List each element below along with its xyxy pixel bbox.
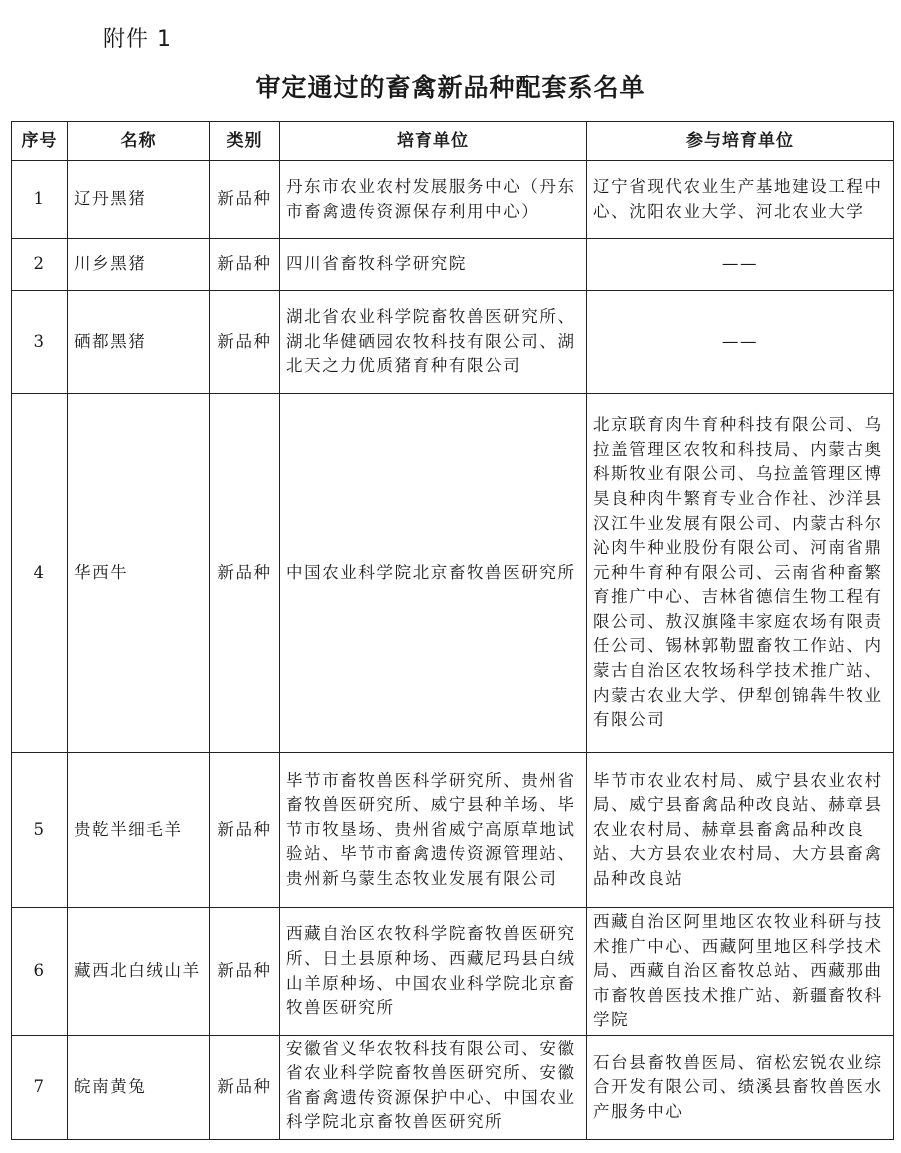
row-breeder: 中国农业科学院北京畜牧兽医研究所 [280, 394, 587, 753]
row-name: 贵乾半细毛羊 [68, 753, 210, 908]
row-no: 7 [12, 1036, 68, 1140]
row-name: 藏西北白绒山羊 [68, 908, 210, 1036]
row-name: 华西牛 [68, 394, 210, 753]
row-breeder: 丹东市农业农村发展服务中心（丹东市畜禽遗传资源保存利用中心） [280, 161, 587, 239]
row-name: 川乡黑猪 [68, 239, 210, 291]
row-category: 新品种 [210, 908, 280, 1036]
row-no: 2 [12, 239, 68, 291]
header-no: 序号 [12, 122, 68, 161]
row-breeder: 西藏自治区农牧科学院畜牧兽医研究所、日土县原种场、西藏尼玛县白绒山羊原种场、中国农业科学院北京畜牧兽医研究所 [280, 908, 587, 1036]
attachment-label: 附件 1 [103, 27, 172, 52]
row-category: 新品种 [210, 239, 280, 291]
table-row [12, 753, 894, 908]
breed-list-table [11, 121, 894, 1140]
row-category: 新品种 [210, 1036, 280, 1140]
row-category: 新品种 [210, 394, 280, 753]
row-breeder: 四川省畜牧科学研究院 [280, 239, 587, 291]
row-co-breeder: —— [587, 239, 894, 291]
row-co-breeder: 石台县畜牧兽医局、宿松宏锐农业综合开发有限公司、绩溪县畜牧兽医水产服务中心 [587, 1036, 894, 1140]
row-co-breeder: —— [587, 291, 894, 394]
table-row [12, 908, 894, 1036]
table-row [12, 239, 894, 291]
row-category: 新品种 [210, 291, 280, 394]
header-co-breeder: 参与培育单位 [587, 122, 894, 161]
row-no: 6 [12, 908, 68, 1036]
row-name: 皖南黄兔 [68, 1036, 210, 1140]
row-category: 新品种 [210, 753, 280, 908]
header-category: 类别 [210, 122, 280, 161]
row-no: 5 [12, 753, 68, 908]
row-name: 辽丹黑猪 [68, 161, 210, 239]
row-breeder [280, 1036, 587, 1140]
document-title: 审定通过的畜禽新品种配套系名单 [255, 73, 646, 102]
row-no: 3 [12, 291, 68, 394]
row-co-breeder: 毕节市农业农村局、威宁县农业农村局、威宁县畜禽品种改良站、赫章县农业农村局、赫章县畜禽品种改良站、大方县农业农村局、大方县畜禽品种改良站 [587, 753, 894, 908]
table-header-row [12, 122, 894, 161]
row-no: 1 [12, 161, 68, 239]
row-breeder-text: 安徽省义华农牧科技有限公司、安徽省农业科学院畜牧兽医研究所、安徽省畜禽遗传资源保护中心、中国农业科学院北京畜牧兽医研究所 [286, 1038, 576, 1132]
table-row [12, 291, 894, 394]
table-row [12, 1036, 894, 1140]
row-co-breeder: 辽宁省现代农业生产基地建设工程中心、沈阳农业大学、河北农业大学 [587, 161, 894, 239]
row-co-breeder: 西藏自治区阿里地区农牧业科研与技术推广中心、西藏阿里地区科学技术局、西藏自治区畜牧总站、西藏那曲市畜牧兽医技术推广站、新疆畜牧科学院 [587, 908, 894, 1036]
row-breeder: 湖北省农业科学院畜牧兽医研究所、湖北华健硒园农牧科技有限公司、湖北天之力优质猪育种有限公司 [280, 291, 587, 394]
table-row [12, 161, 894, 239]
row-name: 硒都黑猪 [68, 291, 210, 394]
row-breeder: 毕节市畜牧兽医科学研究所、贵州省畜牧兽医研究所、威宁县种羊场、毕节市牧垦场、贵州省威宁高原草地试验站、毕节市畜禽遗传资源管理站、贵州新乌蒙生态牧业发展有限公司 [280, 753, 587, 908]
table-row [12, 394, 894, 753]
header-name: 名称 [68, 122, 210, 161]
row-breeder-clip [286, 1038, 580, 1138]
row-co-breeder: 北京联育肉牛育种科技有限公司、乌拉盖管理区农牧和科技局、内蒙古奥科斯牧业有限公司、乌拉盖管理区博昊良种肉牛繁育专业合作社、沙洋县汉江牛业发展有限公司、内蒙古科尔沁肉牛种业股份有限公司、河南省鼎元种牛育种有限公司、云南省种畜繁育推广中心、吉林省德信生物工程有限公司、敖汉旗隆丰家庭农场有限责任公司、锡林郭勒盟畜牧工作站、内蒙古自治区农牧场科学技术推广站、内蒙古农业大学、伊犁创锦犇牛牧业有限公司 [587, 394, 894, 753]
row-no: 4 [12, 394, 68, 753]
row-category: 新品种 [210, 161, 280, 239]
header-breeder: 培育单位 [280, 122, 587, 161]
